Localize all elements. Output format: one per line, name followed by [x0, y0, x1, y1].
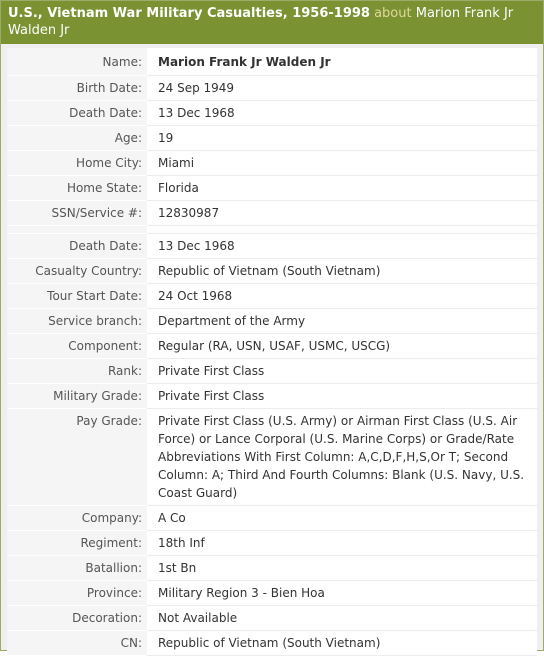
field-value: 1st Bn	[147, 556, 537, 581]
field-label: Casualty Country:	[7, 259, 147, 284]
field-label: Military Grade:	[7, 384, 147, 409]
field-label: CN:	[7, 631, 147, 656]
table-row-death-date-2	[7, 234, 537, 259]
table-row-company	[7, 506, 537, 531]
record-header	[1, 1, 543, 44]
table-row-casualty-country	[7, 259, 537, 284]
table-row-service-branch	[7, 309, 537, 334]
field-label: Home State:	[7, 176, 147, 201]
table-row-component	[7, 334, 537, 359]
table-row-province	[7, 581, 537, 606]
field-value: Not Available	[147, 606, 537, 631]
field-value: Department of the Army	[147, 309, 537, 334]
field-value: Republic of Vietnam (South Vietnam)	[147, 259, 537, 284]
table-row-cn	[7, 631, 537, 656]
field-value: Private First Class	[147, 384, 537, 409]
field-label: Name:	[7, 48, 147, 76]
field-value: Military Region 3 - Bien Hoa	[147, 581, 537, 606]
person-name-heading: Marion Frank Jr Walden Jr	[8, 6, 514, 38]
table-row-ssn	[7, 201, 537, 226]
field-value: Private First Class	[147, 359, 537, 384]
field-value: 12830987	[147, 201, 537, 226]
table-row-birth-date	[7, 76, 537, 101]
field-value: 24 Oct 1968	[147, 284, 537, 309]
field-label: Regiment:	[7, 531, 147, 556]
field-value: Florida	[147, 176, 537, 201]
field-value: 18th Inf	[147, 531, 537, 556]
field-label: Province:	[7, 581, 147, 606]
collection-title-link[interactable]: U.S., Vietnam War Military Casualties, 1956-1998	[8, 6, 370, 21]
field-label: Decoration:	[7, 606, 147, 631]
field-label: Birth Date:	[7, 76, 147, 101]
about-text: about	[374, 6, 412, 21]
table-row-rank	[7, 359, 537, 384]
field-label: Pay Grade:	[7, 409, 147, 506]
spacer-cell	[7, 226, 147, 234]
field-value: Private First Class (U.S. Army) or Airman First Class (U.S. Air Force) or Lance Corporal (U.S. Marine Corps) or Grade/Rate Abbreviations With First Column: A,C,D,F,H,S,Or T; Second Column: A; Third And Fourth Columns: Blank (U.S. Navy, U.S. Coast Guard)	[147, 409, 537, 506]
table-row-death-date	[7, 101, 537, 126]
table-row-name	[7, 48, 537, 76]
record-table	[7, 48, 537, 656]
field-value: 13 Dec 1968	[147, 234, 537, 259]
field-value: 24 Sep 1949	[147, 76, 537, 101]
table-row-home-city	[7, 151, 537, 176]
field-value: 19	[147, 126, 537, 151]
table-row-age	[7, 126, 537, 151]
field-label: Service branch:	[7, 309, 147, 334]
field-label: Age:	[7, 126, 147, 151]
table-row-pay-grade	[7, 409, 537, 506]
field-label: SSN/Service #:	[7, 201, 147, 226]
table-row-home-state	[7, 176, 537, 201]
section-spacer	[7, 226, 537, 234]
table-row-batallion	[7, 556, 537, 581]
field-value: Republic of Vietnam (South Vietnam)	[147, 631, 537, 656]
spacer-cell	[147, 226, 537, 234]
field-label: Company:	[7, 506, 147, 531]
table-row-tour-start-date	[7, 284, 537, 309]
table-row-military-grade	[7, 384, 537, 409]
field-value: Marion Frank Jr Walden Jr	[147, 48, 537, 76]
field-label: Rank:	[7, 359, 147, 384]
field-label: Death Date:	[7, 234, 147, 259]
field-label: Death Date:	[7, 101, 147, 126]
field-label: Component:	[7, 334, 147, 359]
field-value: 13 Dec 1968	[147, 101, 537, 126]
field-value: A Co	[147, 506, 537, 531]
field-label: Tour Start Date:	[7, 284, 147, 309]
field-label: Batallion:	[7, 556, 147, 581]
field-label: Home City:	[7, 151, 147, 176]
record-body	[1, 44, 543, 650]
field-value: Miami	[147, 151, 537, 176]
table-row-regiment	[7, 531, 537, 556]
table-row-decoration	[7, 606, 537, 631]
field-value: Regular (RA, USN, USAF, USMC, USCG)	[147, 334, 537, 359]
